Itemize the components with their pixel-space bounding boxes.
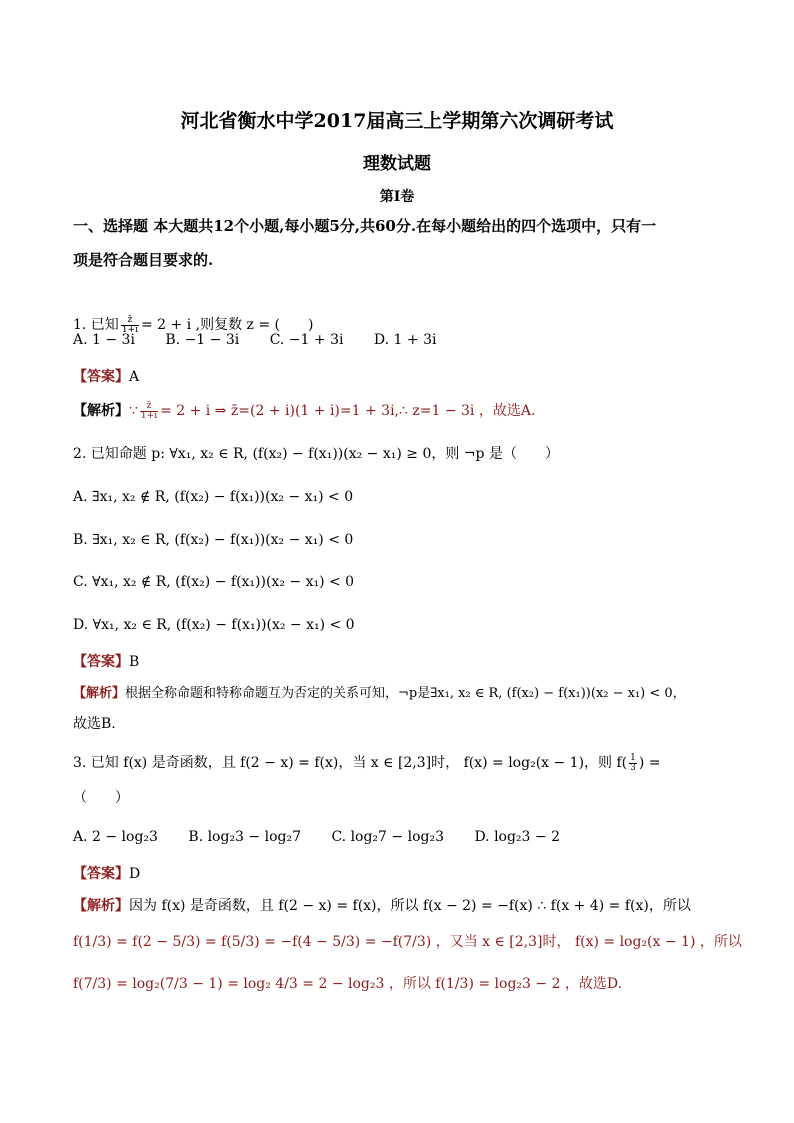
q2-option-c: C. ∀x₁, x₂ ∉ R, (f(x₂) − f(x₁))(x₂ − x₁) < 0 [73,574,355,590]
section-line-2: 项是符合题目要求的. [73,251,214,269]
q2-option-d: D. ∀x₁, x₂ ∈ R, (f(x₂) − f(x₁))(x₂ − x₁) < 0 [73,617,355,633]
q2-option-b: B. ∃x₁, x₂ ∈ R, (f(x₂) − f(x₁))(x₂ − x₁) < 0 [73,532,354,548]
section-line-1: 一、选择题 本大题共12个小题,每小题5分,共60分.在每小题给出的四个选项中，只有一 [73,217,657,235]
q3-analysis-line-2: f(1/3) = f(2 − 5/3) = f(5/3) = −f(4 − 5/3) = −f(7/3) ，又当 x ∈ [2,3]时， f(x) = log₂(x − 1) ，所以 [73,934,742,950]
q1-analysis-rest: = 2 + i ⇒ z̄=(2 + i)(1 + i)=1 + 3i,∴ z=1 − 3i ，故选A. [160,403,536,419]
q1-answer-value: A [129,369,140,385]
q2-analysis-tag: 【解析】 [73,686,126,701]
q1-frac-num: z̄ [121,316,139,326]
q3-answer-value: D [129,866,141,882]
volume-label: 第Ⅰ卷 [379,189,415,205]
q3-option-b: B. log₂3 − log₂7 [188,829,301,845]
q2-option-a: A. ∃x₁, x₂ ∉ R, (f(x₂) − f(x₁))(x₂ − x₁) < 0 [73,489,354,505]
q1-analysis-prefix: ∵ [129,403,138,419]
q3-stem-frac-den: 3 [630,762,636,773]
q1-prefix: 1. 已知 [73,317,119,333]
q1-analysis-frac-num: z̄ [140,402,158,412]
q3-option-c: C. log₂7 − log₂3 [331,829,444,845]
q1-analysis-fraction [140,402,158,421]
q1-analysis-frac-den: 1+i [140,410,158,421]
q3-stem-frac-num: 1 [630,752,636,763]
question-2-stem: 2. 已知命题 p: ∀x₁, x₂ ∈ R, (f(x₂) − f(x₁))(x₂ − x₁) ≥ 0，则 ¬p 是（ ） [73,446,559,462]
q1-option-b: B. −1 − 3i [165,332,240,348]
q3-analysis-tag: 【解析】 [73,898,129,914]
question-3-stem-line-2: （ ） [73,790,129,806]
question-1-options [73,330,462,350]
q3-answer-tag: 【答案】 [73,866,129,882]
q2-analysis [73,684,686,704]
q1-option-d: D. 1 + 3i [373,332,437,348]
q3-option-a: A. 2 − log₂3 [73,829,158,845]
q2-answer-tag: 【答案】 [73,654,129,670]
question-3-stem-line-1 [73,753,661,773]
q3-stem-fraction [629,754,637,773]
q1-analysis-tag: 【解析】 [73,403,129,419]
q3-stem-suffix: ) = [638,755,661,771]
q3-option-d: D. log₂3 − 2 [474,829,560,845]
question-3-options [73,827,586,847]
q3-stem-prefix: 3. 已知 f(x) 是奇函数，且 f(2 − x) = f(x)，当 x ∈ [2,3]时， f(x) = log₂(x − 1)，则 f( [73,755,628,771]
q1-option-a: A. 1 − 3i [73,332,135,348]
q1-frac-den: 1+i [121,324,138,335]
q1-analysis [73,401,535,421]
q2-analysis-line-1: 根据全称命题和特称命题互为否定的关系可知，¬p是∃x₁, x₂ ∈ R, (f(x₂) − f(x₁))(x₂ − x₁) < 0， [125,686,686,701]
q1-option-c: C. −1 + 3i [269,332,344,348]
q1-answer [73,367,139,387]
exam-title: 河北省衡水中学2017届高三上学期第六次调研考试 [180,110,614,132]
q1-suffix: = 2 + i ,则复数 z = ( ) [140,317,314,333]
q3-answer [73,864,140,884]
q3-analysis-text-1: 因为 f(x) 是奇函数，且 f(2 − x) = f(x)，所以 f(x − 2) = −f(x) ∴ f(x + 4) = f(x)，所以 [129,898,691,914]
q3-analysis-line-1 [73,896,691,916]
q1-answer-tag: 【答案】 [73,369,129,385]
q3-analysis-line-3: f(7/3) = log₂(7/3 − 1) = log₂ 4/3 = 2 − log₂3 ，所以 f(1/3) = log₂3 − 2 ，故选D. [73,976,623,992]
q2-answer-value: B [129,654,140,670]
q2-answer [73,652,139,672]
q2-analysis-line-2: 故选B. [73,716,116,732]
exam-subtitle: 理数试题 [363,154,431,174]
